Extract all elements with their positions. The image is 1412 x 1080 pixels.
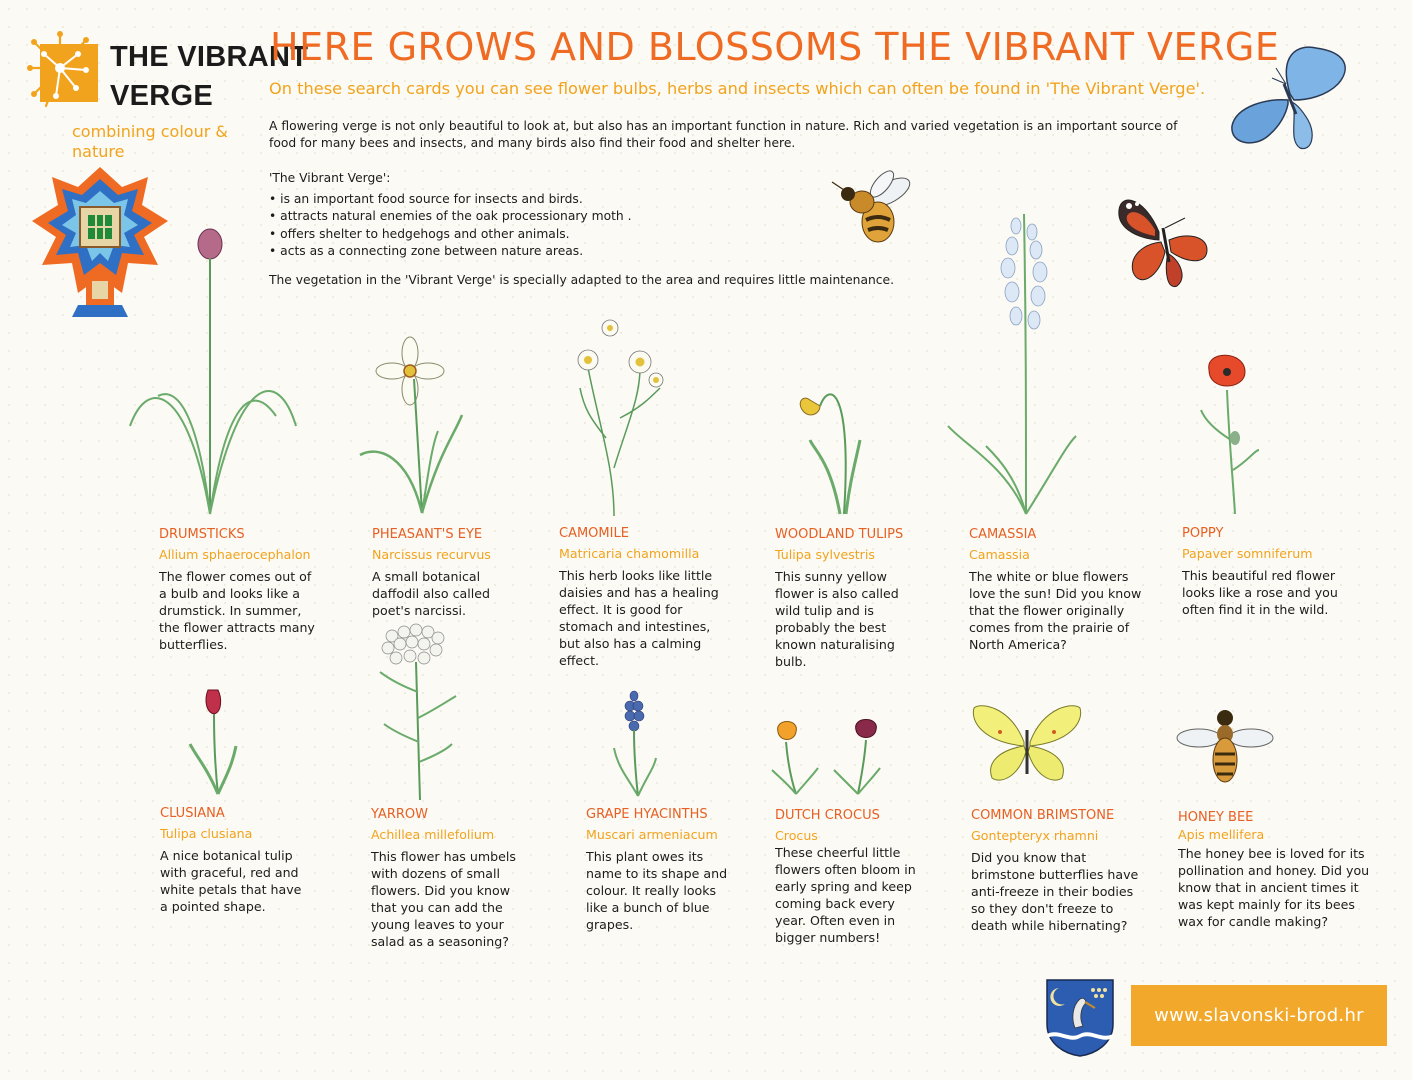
drumsticks-illustration: [128, 226, 298, 516]
brand-line-2: VERGE: [110, 80, 214, 112]
species-latin: Camassia: [969, 547, 1030, 562]
species-card-yarrow: [371, 806, 546, 950]
species-latin: Crocus: [775, 828, 818, 843]
species-name: YARROW: [371, 807, 428, 822]
woodland-tulip-illustration: [790, 380, 865, 515]
species-name: CLUSIANA: [160, 806, 225, 821]
species-name: DUTCH CROCUS: [775, 808, 880, 823]
species-latin: Tulipa clusiana: [160, 826, 253, 841]
website-link[interactable]: www.slavonski-brod.hr: [1131, 985, 1387, 1046]
species-name: POPPY: [1182, 526, 1224, 541]
species-name: HONEY BEE: [1178, 810, 1254, 825]
species-description: These cheerful little flowers often bloom in early spring and keep coming back every year. Often even in bigger numbers!: [775, 845, 916, 945]
intro-paragraph: A flowering verge is not only beautiful to look at, but also has an important function in nature. Rich and varied vegetation is an important source of food for many bees and insects, and many birds also find their food and shelter here.: [269, 119, 1178, 150]
dandelion-logo-icon: [26, 30, 104, 110]
species-name: GRAPE HYACINTHS: [586, 807, 708, 822]
brand-line-1: THE VIBRANT: [110, 41, 309, 73]
species-card-poppy: [1182, 525, 1357, 618]
list-item: • offers shelter to hedgehogs and other animals.: [269, 226, 570, 241]
species-latin: Matricaria chamomilla: [559, 546, 700, 561]
species-description: A small botanical daffodil also called poet's narcissi.: [372, 569, 490, 618]
grape-hyacinth-illustration: [610, 688, 660, 798]
species-latin: Achillea millefolium: [371, 827, 495, 842]
species-name: PHEASANT'S EYE: [372, 527, 483, 542]
honey-bee-icon: [1175, 704, 1275, 786]
species-description: A nice botanical tulip with graceful, red and white petals that have a pointed shape.: [160, 848, 302, 914]
species-description: The flower comes out of a bulb and looks like a drumstick. In summer, the flower attracts many butterflies.: [159, 569, 315, 652]
species-name: CAMOMILE: [559, 526, 629, 541]
species-card-grape-hyacinths: [586, 806, 761, 933]
closing-paragraph: The vegetation in the 'Vibrant Verge' is specially adapted to the area and requires little maintenance.: [269, 273, 895, 287]
species-latin: Muscari armeniacum: [586, 827, 718, 842]
species-name: COMMON BRIMSTONE: [971, 808, 1115, 823]
species-name: DRUMSTICKS: [159, 527, 245, 542]
species-card-honey-bee: [1178, 809, 1370, 930]
species-description: Did you know that brimstone butterflies have anti-freeze in their bodies so they don't freeze to death while hibernating?: [971, 850, 1139, 933]
species-description: This sunny yellow flower is also called wild tulip and is probably the best known naturalising bulb.: [775, 569, 899, 669]
species-description: The honey bee is loved for its pollination and honey. Did you know that in ancient times it was kept mainly for its bees wax for candle making?: [1178, 846, 1370, 929]
species-description: This plant owes its name to its shape and colour. It really looks like a bunch of blue grapes.: [586, 849, 728, 932]
species-card-woodland-tulips: [775, 526, 950, 670]
species-description: This flower has umbels with dozens of small flowers. Did you know that you can add the young leaves to your salad as a seasoning?: [371, 849, 516, 949]
bumblebee-icon: [826, 170, 916, 250]
page-title: HERE GROWS AND BLOSSOMS THE VIBRANT VERGE: [270, 25, 1280, 69]
species-latin: Gontepteryx rhamni: [971, 828, 1099, 843]
pheasants-eye-illustration: [358, 335, 468, 515]
species-name: CAMASSIA: [969, 527, 1037, 542]
species-card-pheasants-eye: [372, 526, 547, 619]
poppy-illustration: [1195, 350, 1265, 515]
species-description: This beautiful red flower looks like a rose and you often find it in the wild.: [1182, 568, 1338, 617]
page-subtitle: On these search cards you can see flower bulbs, herbs and insects which can often be found in 'The Vibrant Verge'.: [269, 79, 1206, 98]
species-card-clusiana: [160, 805, 335, 915]
species-card-camassia: [969, 526, 1144, 653]
species-latin: Apis mellifera: [1178, 827, 1265, 842]
species-latin: Allium sphaerocephalon: [159, 547, 311, 562]
species-card-camomile: [559, 525, 734, 669]
list-item: • acts as a connecting zone between nature areas.: [269, 243, 584, 258]
yarrow-illustration: [372, 622, 462, 802]
dutch-crocus-illustration: [770, 716, 885, 796]
species-description: This herb looks like little daisies and has a healing effect. It is good for stomach and intestines, but also has a calming effect.: [559, 568, 719, 668]
red-admiral-butterfly-icon: [1115, 192, 1215, 292]
species-card-drumsticks: [159, 526, 334, 653]
list-item: • is an important food source for insects and birds.: [269, 192, 583, 206]
benefits-list: [269, 191, 632, 260]
species-latin: Narcissus recurvus: [372, 547, 491, 562]
clusiana-illustration: [186, 686, 246, 796]
species-latin: Tulipa sylvestris: [775, 547, 875, 562]
species-name: WOODLAND TULIPS: [775, 527, 904, 542]
brand-tagline: combining colour & nature: [72, 122, 228, 161]
species-card-dutch-crocus: [775, 807, 950, 946]
species-card-common-brimstone: [971, 807, 1146, 934]
list-heading: 'The Vibrant Verge':: [269, 171, 391, 185]
species-latin: Papaver somniferum: [1182, 546, 1313, 561]
blue-butterfly-icon: [1228, 44, 1358, 154]
camomile-illustration: [570, 318, 670, 518]
camassia-illustration: [946, 206, 1086, 516]
city-crest-icon: [1045, 978, 1115, 1058]
common-brimstone-butterfly-icon: [970, 702, 1085, 784]
list-item: • attracts natural enemies of the oak processionary moth .: [269, 209, 632, 224]
species-description: The white or blue flowers love the sun! Did you know that the flower originally comes from the prairie of North America?: [969, 569, 1142, 652]
